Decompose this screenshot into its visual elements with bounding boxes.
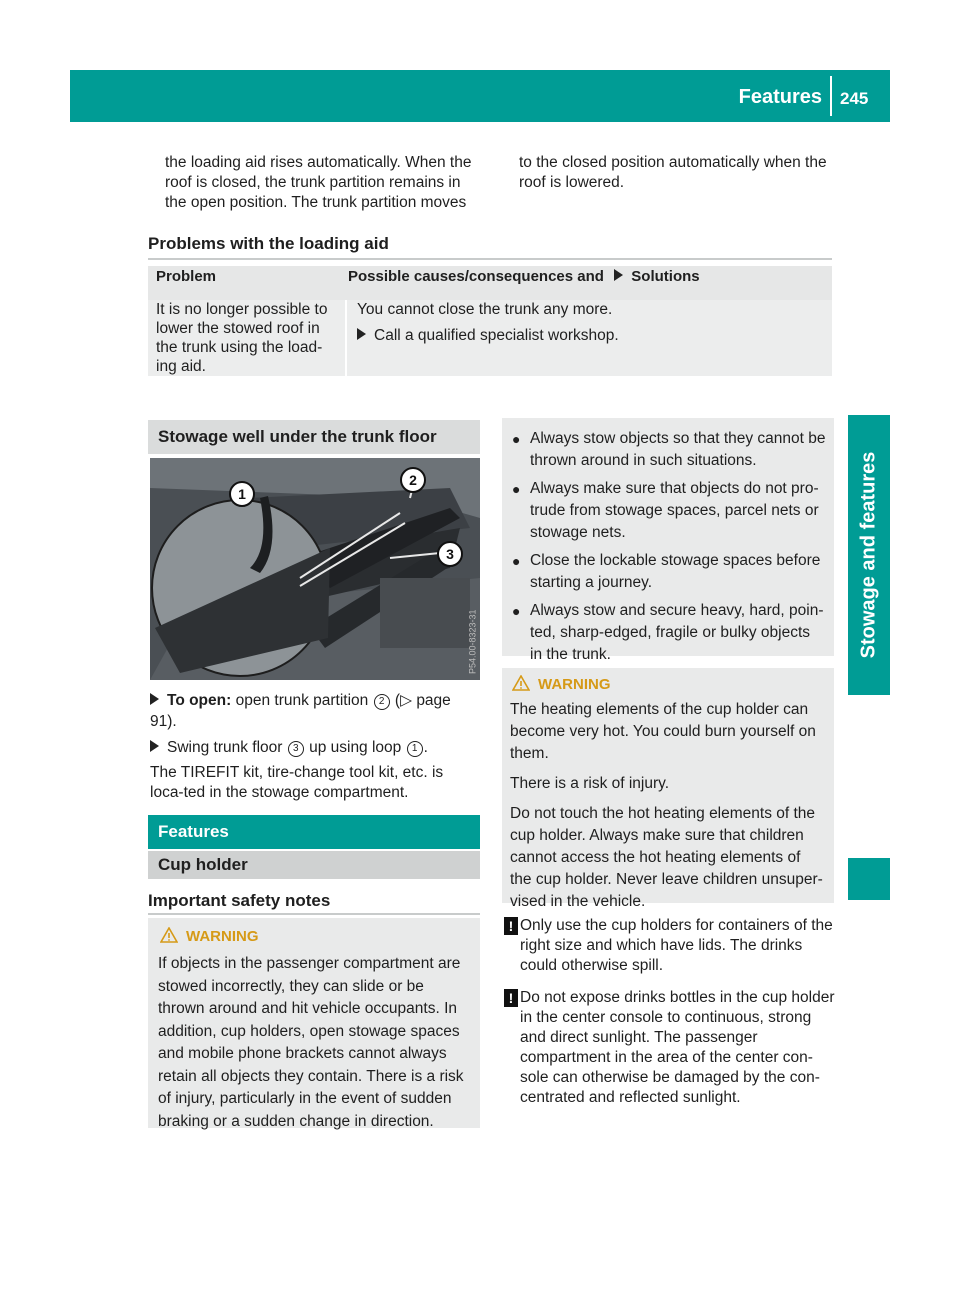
chapter-side-tab — [848, 415, 890, 695]
warning-box-heating — [502, 668, 834, 910]
intro-left-text: the loading aid rises automatically. When the roof is closed, the trunk partition remains in the open position. The trunk partition moves — [165, 154, 472, 211]
bullet-icon: ● — [512, 481, 521, 497]
stowage-steps — [150, 690, 480, 803]
warning-title — [510, 674, 826, 695]
bullet-icon: ● — [512, 603, 521, 619]
warning-triangle-icon — [512, 675, 530, 691]
stowage-step-swing: Swing trunk floor 3 up using loop 1 . — [150, 737, 480, 758]
header-divider — [830, 76, 832, 116]
stowage-note: The TIREFIT kit, tire-change tool kit, etc. is loca-ted in the stowage compartment. — [150, 764, 444, 801]
row-solution-step — [357, 326, 832, 345]
exclamation-icon: ! — [504, 989, 518, 1007]
stowage-step-open: To open: open trunk partition 2 (▷ page 91). — [150, 692, 451, 730]
intro-right-text: to the closed position automatically when the roof is lowered. — [519, 154, 827, 191]
warning-title — [158, 926, 470, 947]
problems-table-wrap — [148, 266, 832, 376]
row-cause-text: You cannot close the trunk any more. — [357, 301, 613, 318]
cup-holder-title: Cup holder — [148, 851, 480, 879]
page-number: 245 — [840, 89, 869, 108]
safety-heading: Important safety notes — [148, 891, 331, 910]
col-solutions-header — [346, 266, 832, 300]
ref-1-icon: 1 — [407, 741, 423, 757]
bullet-icon: ● — [512, 553, 521, 569]
note-item: ! Only use the cup holders for containers of the right size and which have lids. The drinks could otherwise spill. — [504, 916, 836, 976]
row-solution-cell — [346, 300, 832, 376]
header-section-title: Features — [738, 86, 822, 108]
warning-paragraph: The heating elements of the cup holder can become very hot. You could burn yourself on them. — [510, 701, 816, 762]
row-problem-cell: It is no longer possible to lower the stowed roof in the trunk using the load-ing aid. — [148, 300, 346, 376]
heading-rule — [148, 258, 832, 260]
photo-code: P54.00-8323-31 — [468, 609, 478, 674]
arrow-right-icon — [614, 269, 623, 281]
warning-title-text: WARNING — [186, 928, 259, 945]
problems-table-header — [148, 266, 832, 300]
note-item: ! Do not expose drinks bottles in the cup holder in the center console to continuous, strong and direct sunlight. The passenger compartment in the area of the center con-sole can otherwise be damaged by the con-centrated and reflected sunlight. — [504, 988, 836, 1108]
bullets-box — [502, 418, 834, 663]
warning-box-objects — [148, 918, 480, 1128]
warning-triangle-icon — [160, 927, 178, 943]
step2-text: Swing trunk floor — [167, 739, 283, 756]
arrow-right-icon — [150, 740, 159, 752]
svg-text:2: 2 — [409, 472, 417, 488]
col-solutions-header-pre: Possible causes/consequences and — [348, 268, 604, 285]
svg-text:1: 1 — [238, 486, 246, 502]
trunk-floor-photo — [150, 458, 480, 680]
step1-text: open trunk partition — [235, 692, 369, 709]
col-problem-header: Problem — [156, 268, 217, 285]
ref-3-icon: 3 — [288, 741, 304, 757]
trunk-floor-illustration — [150, 458, 480, 680]
problems-table — [148, 266, 832, 376]
warning-text: If objects in the passenger compartment are stowed incorrectly, they can slide or be thrown around and hit vehicle occupants. In addition, cup holders, open stowage spaces and mobile phone brackets cannot always retain all objects they contain. There is a risk of injury, particularly in the event of sudden braking or a sudden change in direction. — [158, 955, 464, 1130]
arrow-right-icon — [357, 328, 366, 340]
chapter-marker-square — [848, 858, 890, 900]
arrow-right-icon — [150, 693, 159, 705]
step2-mid: up using loop — [309, 739, 402, 756]
step1-bold: To open: — [167, 692, 232, 709]
warning-paragraph: There is a risk of injury. — [510, 775, 670, 792]
bullet-list — [502, 418, 834, 666]
row-solution-text: Call a qualified specialist workshop. — [374, 327, 619, 344]
heading-rule — [148, 913, 480, 915]
col-solutions-header-post: Solutions — [631, 268, 700, 285]
warning-paragraph: Do not touch the hot heating elements of the cup holder. Always make sure that children cannot access the hot heating elements of the cup holder. Never leave children unsuper-vised in the vehicle. — [510, 805, 823, 910]
bullet-icon: ● — [512, 431, 521, 447]
notes-list — [504, 916, 836, 1108]
list-item: ● Always make sure that objects do not pro-trude from stowage spaces, parcel nets or stowage nets. — [512, 480, 819, 541]
exclamation-icon: ! — [504, 917, 518, 935]
problems-heading: Problems with the loading aid — [148, 234, 389, 253]
chapter-side-tab-label: Stowage and features — [857, 451, 880, 659]
list-item: ● Always stow objects so that they cannot be thrown around in such situations. — [512, 430, 826, 469]
features-section-title: Features — [148, 815, 480, 849]
ref-2-icon: 2 — [374, 694, 390, 710]
list-item: ● Close the lockable stowage spaces before starting a journey. — [512, 552, 821, 591]
stowage-section-title: Stowage well under the trunk floor — [148, 420, 480, 454]
svg-text:3: 3 — [446, 546, 454, 562]
warning-title-text: WARNING — [538, 676, 611, 693]
list-item: ● Always stow and secure heavy, hard, poin-ted, sharp-edged, fragile or bulky objects in the trunk. — [512, 602, 824, 663]
table-row — [148, 300, 832, 376]
step1-page-link[interactable]: page 91 — [150, 692, 451, 730]
